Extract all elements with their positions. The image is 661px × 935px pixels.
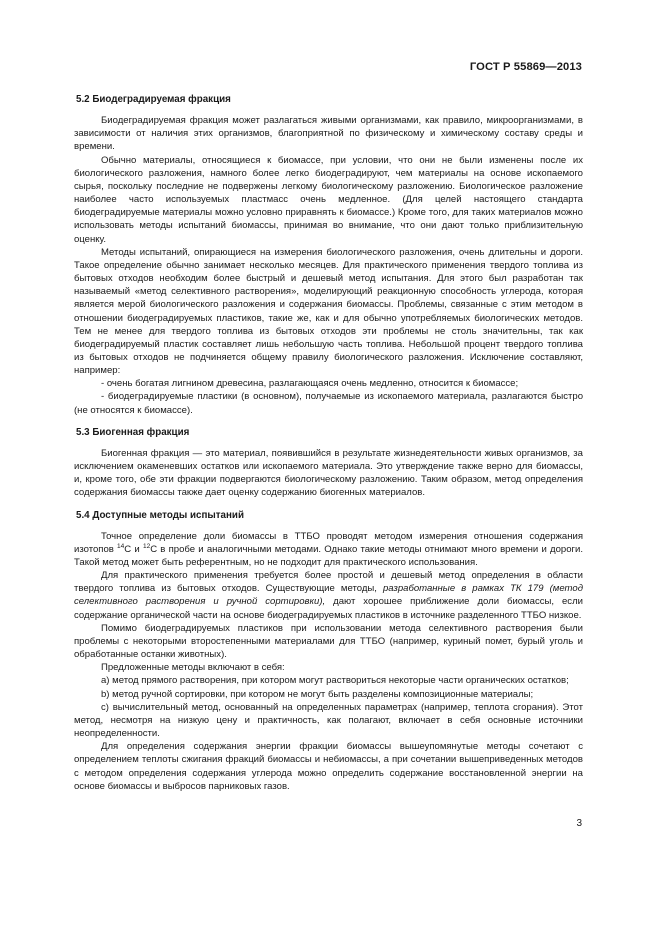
isotope-text-a: Точное определение доли биомассы в ТТБО проводят методом измерения отношения содержания изотопов [74, 530, 583, 555]
section-5-2-paragraph-1: Биодеградируемая фракция может разлагаться живыми организмами, как правило, микроорганизмами, в зависимости от наличия этих организмов, благоприятной по физическому и химическому составу среды и времени. [74, 115, 583, 153]
section-5-4-list-item-c: c) вычислительный метод, основанный на определенных параметрах (например, теплота сгорания). Этот метод, несмотря на низкую цену и практичность, как полагают, включает в себя основные источники неопределенности. [74, 701, 583, 740]
section-5-3-paragraph-1: Биогенная фракция — это материал, появившийся в результате жизнедеятельности живых организмов, за исключением окаменевших остатков или ископаемого материала. Это утверждение также верно для биомассы, и, кроме того, обе эти фракции подвергаются биологическому разложению. Таким образом, метод определения содержания биомассы также дает оценку содержанию биогенных материалов. [74, 447, 583, 499]
section-5-2-paragraph-3: Методы испытаний, опирающиеся на измерения биологического разложения, очень длительны и дороги. Такое определение обычно занимает несколько месяцев. Для практического применения твердого топлива из бытовых отходов необходим более быстрый и дешевый метод испытания. Для этого был разработан так называемый «метод селективного растворения», моделирующий реакционную способность углерода, которая является мерой биологического разложения и содержания биомассы. Проблемы, связанные с этим методом в отношении биодеградируемых пластиков, такие же, как и для обычно употребляемых биологических методов. Тем не менее для твердого топлива из бытовых отходов эти проблемы не столь значительны, так как биодеградируемый пластик составляет лишь небольшую часть топлива. Небольшой процент твердого топлива из бытовых отходов не подчиняется общему правилу биологического разложения. Исключение составляют, например: [74, 246, 583, 377]
isotope-14-superscript: 14 [117, 542, 125, 550]
section-5-4-paragraph-5: Для определения содержания энергии фракции биомассы вышеупомянутые методы сочетают с определением теплоты сжигания фракций биомассы и небиомассы, а при сочетании вышеприведенных методов с методом определения содержания углерода можно определить содержание восстановленной энергии на основе биомассы и выбросов парниковых газов. [74, 741, 583, 792]
methods-text-a: Для практического применения требуется более простой и дешевый метод определения в области твердого топлива из бытовых отходов. Существующие методы, [74, 570, 583, 595]
section-5-4-paragraph-2 [74, 569, 583, 622]
section-5-2-list-item-1: - очень богатая лигнином древесина, разлагающаяся очень медленно, относится к биомассе; [101, 378, 519, 390]
tc179-italic-text: разработанные в рамках ТК 179 (метод селективного растворения и ручной сортировки), [74, 583, 583, 608]
section-5-4-list-item-b: b) метод ручной сортировки, при котором не могут быть разделены композиционные материалы; [101, 688, 534, 700]
section-5-4-paragraph-4: Предложенные методы включают в себя: [101, 662, 285, 674]
page-number: 3 [576, 818, 582, 829]
isotope-12-superscript: 12 [142, 542, 151, 550]
section-5-4-paragraph-1 [74, 530, 583, 569]
section-5-2-heading: 5.2 Биодеградируемая фракция [76, 94, 231, 105]
isotope-text-b: C и [124, 543, 143, 555]
section-5-4-list-item-a: a) метод прямого растворения, при котором могут раствориться некоторые части органических остатков; [101, 675, 569, 687]
standard-number-header: ГОСТ Р 55869—2013 [469, 61, 582, 73]
section-5-2-list-item-2: - биодеградируемые пластики (в основном), получаемые из ископаемого материала, разлагаются быстро (не относятся к биомассе). [74, 391, 583, 416]
page-content [74, 93, 583, 793]
methods-text-b: дают хорошее приближение доли биомассы, если содержание органической части на основе биодеградируемых пластиков в источнике разделенного ТТБО низкое. [74, 596, 583, 621]
section-5-3-heading: 5.3 Биогенная фракция [76, 426, 190, 438]
section-5-4-paragraph-3: Помимо биодеградируемых пластиков при использовании метода селективного растворения были проблемы с некоторыми второстепенными материалами для ТТБО (например, куриный помет, бурый уголь и обработанные останки животных). [74, 622, 583, 661]
section-5-4-heading: 5.4 Доступные методы испытаний [76, 509, 244, 521]
section-5-2-paragraph-2: Обычно материалы, относящиеся к биомассе, при условии, что они не были изменены после их биологического разложения, намного более легко биодеградируют, чем материалы на основе ископаемого сырья, поскольку последние не подвержены легкому биологическому разложению. Биологическое разложение наиболее часто используемых пластмасс очень медленное. (Для целей настоящего стандарта биодеградируемые материалы можно условно приравнять к биомассе.) Кроме того, для таких материалов можно использовать методы испытаний биомассы, принимая во внимание, что они дают только приблизительную оценку. [74, 154, 583, 245]
isotope-text-c: C в пробе и аналогичными методами. Однако такие методы отнимают много времени и дороги. Такой метод может быть референтным, но не подходит для практического использования. [74, 543, 583, 568]
